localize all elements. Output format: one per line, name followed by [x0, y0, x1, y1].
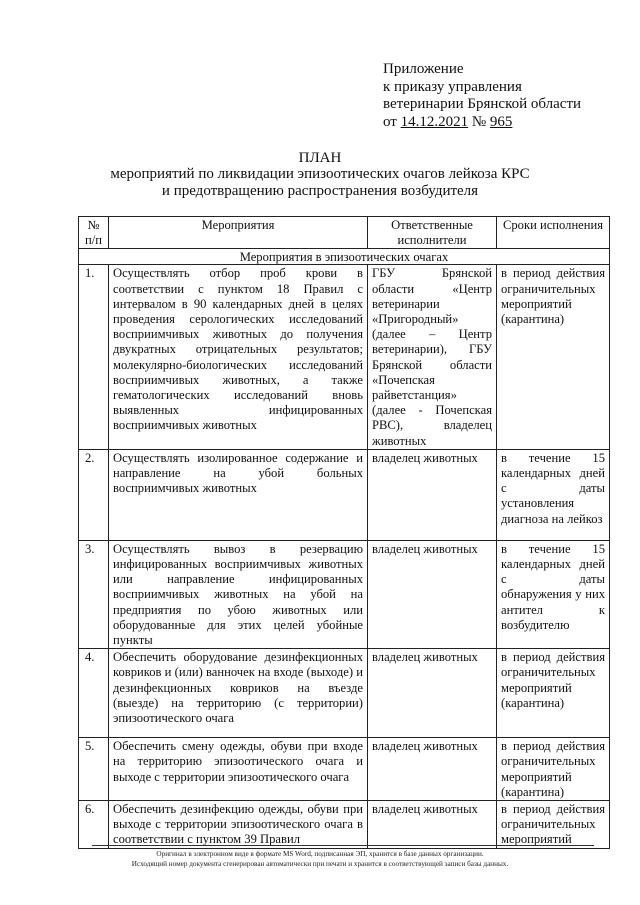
appendix-line-1: Приложение	[383, 61, 464, 77]
plan-table	[78, 216, 610, 849]
section-row	[79, 249, 610, 265]
footer-divider	[92, 845, 594, 846]
table-header-row	[79, 217, 610, 249]
row-measure: Осуществлять вывоз в резервацию инфицированных восприимчивых животных или направление инфицированных восприимчивых животных на убой на предприятия по убою животных или оборудованные для этих целей убойные пункты	[109, 540, 368, 648]
appendix-line-2: к приказу управления	[383, 78, 522, 95]
row-responsible: владелец животных	[368, 801, 497, 849]
order-number: 965	[489, 113, 513, 130]
table-row	[79, 801, 610, 849]
row-responsible: владелец животных	[368, 738, 497, 801]
row-measure: Обеспечить дезинфекцию одежды, обуви при выходе с территории эпизоотического очага в соответствии с пунктом 39 Правил	[109, 801, 368, 849]
plan-subtitle-line-1: мероприятий по ликвидации эпизоотических очагов лейкоза КРС	[110, 166, 530, 182]
row-measure: Обеспечить смену одежды, обуви при входе на территорию эпизоотического очага и выходе с территории эпизоотического очага	[109, 738, 368, 801]
table-row	[79, 449, 610, 540]
table-row	[79, 265, 610, 449]
header-responsible: Ответственные исполнители	[368, 217, 497, 249]
header-num: № п/п	[79, 217, 109, 249]
table-row	[79, 738, 610, 801]
header-measures: Мероприятия	[109, 217, 368, 249]
table-row	[79, 540, 610, 648]
row-responsible: владелец животных	[368, 449, 497, 540]
row-term: в период действия ограничительных мероприятий	[497, 801, 610, 849]
row-number: 2.	[79, 449, 109, 540]
row-term: в течение 15 календарных дней с даты обнаружения у них антител к возбудителю	[497, 540, 610, 648]
row-number: 5.	[79, 738, 109, 801]
row-number: 3.	[79, 540, 109, 648]
section-title: Мероприятия в эпизоотических очагах	[79, 249, 610, 265]
row-measure: Обеспечить оборудование дезинфекционных ковриков и (или) ванночек на входе (выходе) и дезинфекционных ковриков на въезде (выезде) на территорию (с территории) эпизоотического очага	[109, 649, 368, 738]
row-term: в период действия ограничительных мероприятий (карантина)	[497, 649, 610, 738]
appendix-block	[383, 61, 581, 131]
table-row	[79, 649, 610, 738]
row-measure: Осуществлять изолированное содержание и направление на убой больных восприимчивых животных	[109, 449, 368, 540]
appendix-date-prefix: от	[383, 113, 401, 130]
row-number: 6.	[79, 801, 109, 849]
appendix-line-3: ветеринарии Брянской области	[383, 96, 582, 112]
row-responsible: ГБУ Брянской области «Центр ветеринарии «Пригородный» (далее – Центр ветеринарии), ГБУ Брянской области «Почепская райветстанция» (далее - Почепская РВС), владелец животных	[368, 265, 497, 449]
row-term: в период действия ограничительных мероприятий (карантина)	[497, 738, 610, 801]
row-term: в период действия ограничительных мероприятий (карантина)	[497, 265, 610, 449]
appendix-line-4	[383, 114, 581, 132]
order-date: 14.12.2021	[400, 113, 469, 130]
row-term: в течение 15 календарных дней с даты установления диагноза на лейкоз	[497, 449, 610, 540]
row-responsible: владелец животных	[368, 540, 497, 648]
header-terms: Сроки исполнения	[497, 217, 610, 249]
row-responsible: владелец животных	[368, 649, 497, 738]
plan-heading: ПЛАН	[298, 150, 342, 166]
plan-subtitle-line-2: и предотвращению распространения возбудителя	[161, 183, 479, 199]
footer-line-1: Оригинал в электронном виде в формате MS Word, подписанная ЭП, хранится в базе данных организации.	[156, 850, 484, 858]
number-sign: №	[468, 113, 490, 130]
row-number: 1.	[79, 265, 109, 449]
row-number: 4.	[79, 649, 109, 738]
row-measure: Осуществлять отбор проб крови в соответствии с пунктом 18 Правил с интервалом в 90 календарных дней в целях проведения серологических исследований восприимчивых животных до получения двукратных отрицательных результатов; молекулярно-биологических исследований восприимчивых животных, а также гематологических исследований вновь выявленных инфицированных восприимчивых животных	[109, 265, 368, 449]
footer-line-2: Исходящий номер документа сгенерирован автоматически при печати и хранится в соответствующей записи базы данных.	[131, 860, 509, 868]
